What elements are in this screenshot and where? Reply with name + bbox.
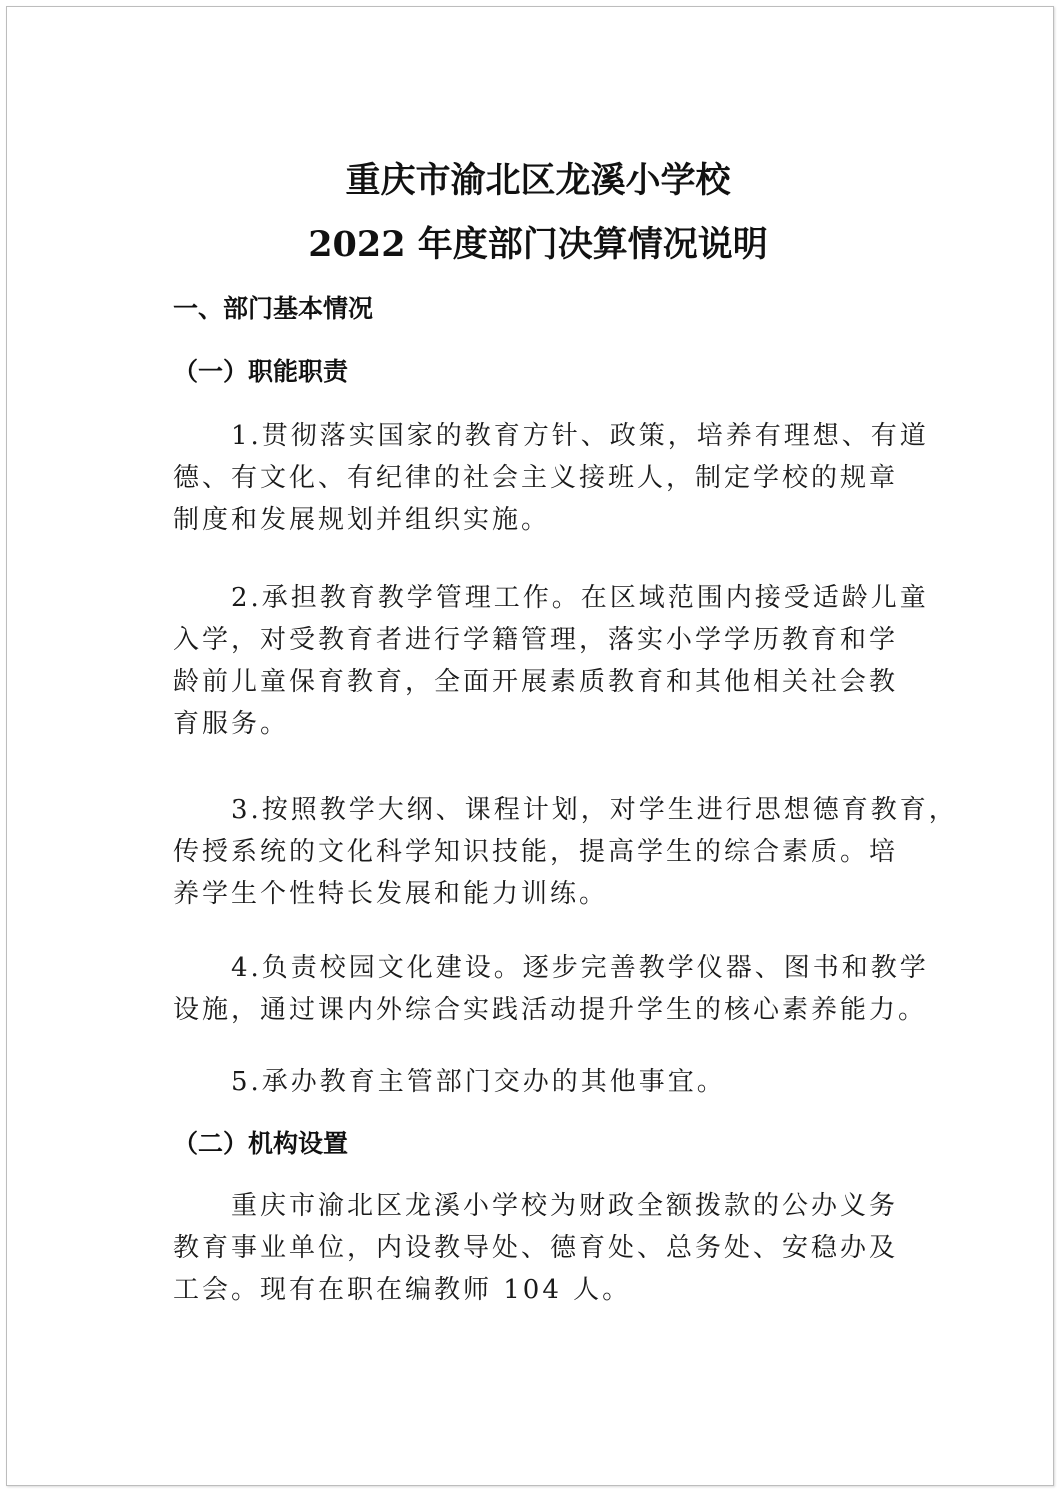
- paragraph-line: 养学生个性特长发展和能力训练。: [173, 879, 609, 909]
- duty-paragraph-5: [173, 1061, 933, 1103]
- paragraph-line: 教育事业单位，内设教导处、德育处、总务处、安稳办及: [173, 1233, 899, 1263]
- paragraph-line: 龄前儿童保育教育，全面开展素质教育和其他相关社会教: [173, 667, 899, 697]
- duty-paragraph-1: [173, 415, 933, 541]
- subsection-heading-duties: （一）职能职责: [173, 357, 349, 386]
- document-page: [6, 6, 1054, 1486]
- duty-paragraph-3: [173, 789, 958, 915]
- paragraph-line: 德、有文化、有纪律的社会主义接班人，制定学校的规章: [173, 463, 899, 493]
- subsection-heading-organization: （二）机构设置: [173, 1129, 349, 1158]
- paragraph-line: 2.承担教育教学管理工作。在区域范围内接受适龄儿童: [231, 583, 929, 613]
- paragraph-line: 制度和发展规划并组织实施。: [173, 505, 551, 535]
- document-title-line-2: 2022 年度部门决算情况说明: [308, 224, 768, 265]
- duty-paragraph-2: [173, 577, 933, 745]
- document-title-line-1: 重庆市渝北区龙溪小学校: [345, 160, 731, 201]
- paragraph-line: 设施，通过课内外综合实践活动提升学生的核心素养能力。: [173, 995, 928, 1025]
- paragraph-line: 4.负责校园文化建设。逐步完善教学仪器、图书和教学: [231, 953, 929, 983]
- paragraph-line: 传授系统的文化科学知识技能，提高学生的综合素质。培: [173, 837, 899, 867]
- organization-paragraph: [173, 1185, 933, 1311]
- paragraph-line: 重庆市渝北区龙溪小学校为财政全额拨款的公办义务: [231, 1191, 899, 1221]
- paragraph-line: 工会。现有在职在编教师 104 人。: [173, 1275, 632, 1305]
- section-heading-basic-info: 一、部门基本情况: [173, 294, 374, 323]
- paragraph-line: 5.承办教育主管部门交办的其他事宜。: [231, 1067, 726, 1097]
- paragraph-line: 1.贯彻落实国家的教育方针、政策，培养有理想、有道: [231, 421, 929, 451]
- duty-paragraph-4: [173, 947, 933, 1031]
- paragraph-line: 3.按照教学大纲、课程计划，对学生进行思想德育教育，: [231, 795, 958, 825]
- paragraph-line: 入学，对受教育者进行学籍管理，落实小学学历教育和学: [173, 625, 899, 655]
- paragraph-line: 育服务。: [173, 709, 290, 739]
